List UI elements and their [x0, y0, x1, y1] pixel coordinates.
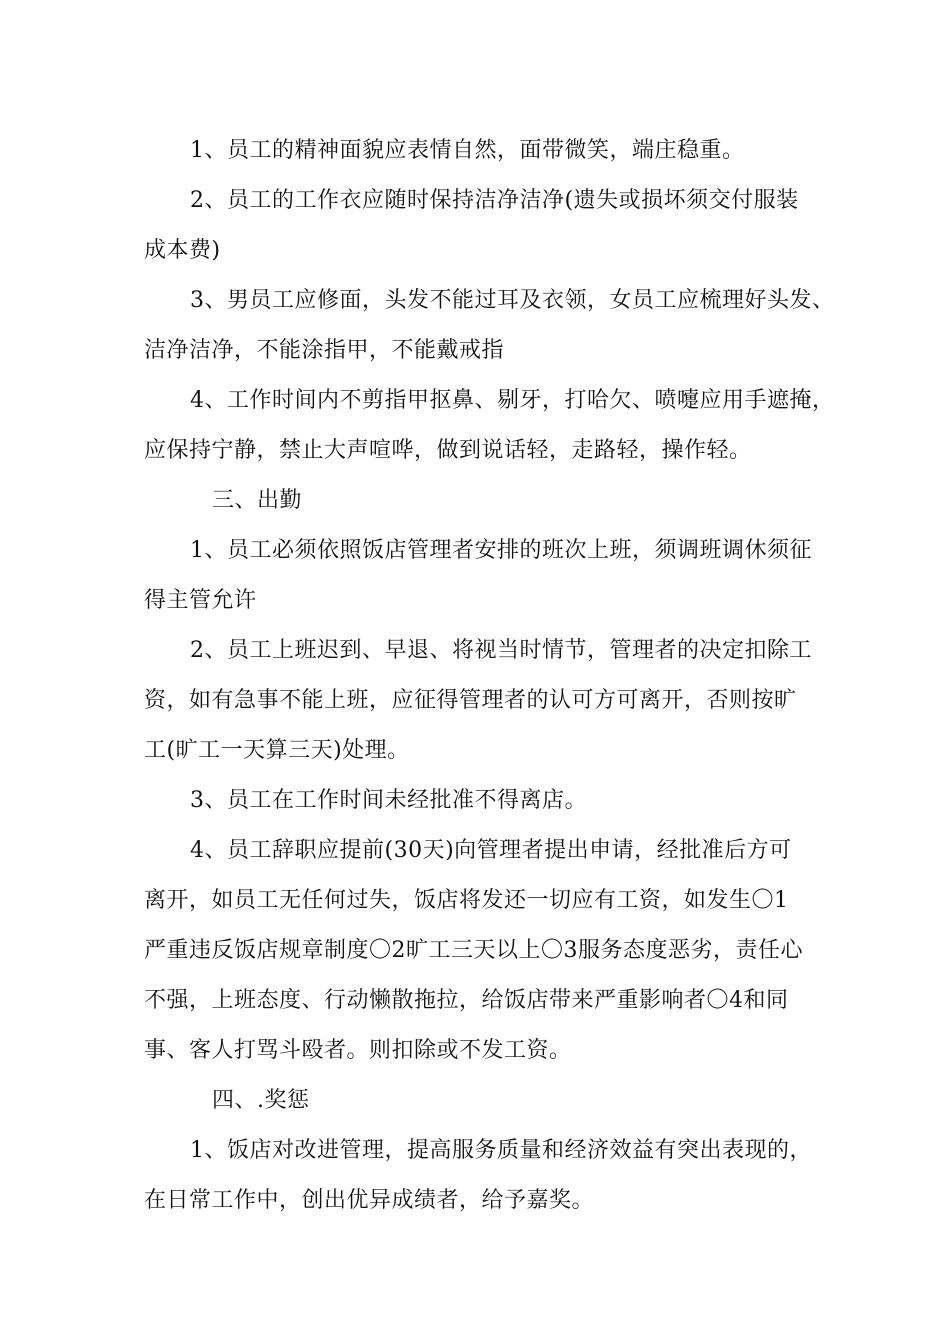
section-heading: 四、.奖惩 [212, 1088, 310, 1113]
paragraph-line: 1、饭店对改进管理，提高服务质量和经济效益有突出表现的， [190, 1138, 812, 1163]
paragraph-line: 2、员工上班迟到、早退、将视当时情节，管理者的决定扣除工 [190, 638, 812, 663]
paragraph-line: 严重违反饭店规章制度〇2旷工三天以上〇3服务态度恶劣，责任心 [144, 938, 803, 963]
paragraph-line: 洁净洁净，不能涂指甲，不能戴戒指 [144, 338, 505, 363]
paragraph-line: 工(旷工一天算三天)处理。 [144, 738, 410, 763]
paragraph-line: 成本费) [144, 238, 221, 263]
paragraph-line: 应保持宁静，禁止大声喧哗，做到说话轻，走路轻，操作轻。 [144, 438, 752, 463]
paragraph-line: 3、男员工应修面，头发不能过耳及衣领，女员工应梳理好头发、 [190, 288, 835, 313]
paragraph-line: 3、员工在工作时间未经批准不得离店。 [190, 788, 587, 813]
paragraph-line: 4、员工辞职应提前(30天)向管理者提出申请，经批准后方可 [190, 838, 792, 863]
paragraph-line: 不强，上班态度、行动懒散拖拉，给饭店带来严重影响者〇4和同 [144, 988, 789, 1013]
section-heading: 三、出勤 [212, 488, 303, 513]
paragraph-line: 在日常工作中，创出优异成绩者，给予嘉奖。 [144, 1188, 595, 1213]
paragraph-line: 1、员工的精神面貌应表情自然，面带微笑，端庄稳重。 [190, 138, 745, 163]
paragraph-line: 4、工作时间内不剪指甲抠鼻、剔牙，打哈欠、喷嚏应用手遮掩， [190, 388, 835, 413]
paragraph-line: 事、客人打骂斗殴者。则扣除或不发工资。 [144, 1038, 572, 1063]
paragraph-line: 1、员工必须依照饭店管理者安排的班次上班，须调班调休须征 [190, 538, 812, 563]
paragraph-line: 离开，如员工无任何过失，饭店将发还一切应有工资，如发生〇1 [144, 888, 789, 913]
paragraph-line: 得主管允许 [144, 588, 257, 613]
paragraph-line: 2、员工的工作衣应随时保持洁净洁净(遗失或损坏须交付服装 [190, 188, 799, 213]
paragraph-line: 资，如有急事不能上班，应征得管理者的认可方可离开，否则按旷 [144, 688, 797, 713]
